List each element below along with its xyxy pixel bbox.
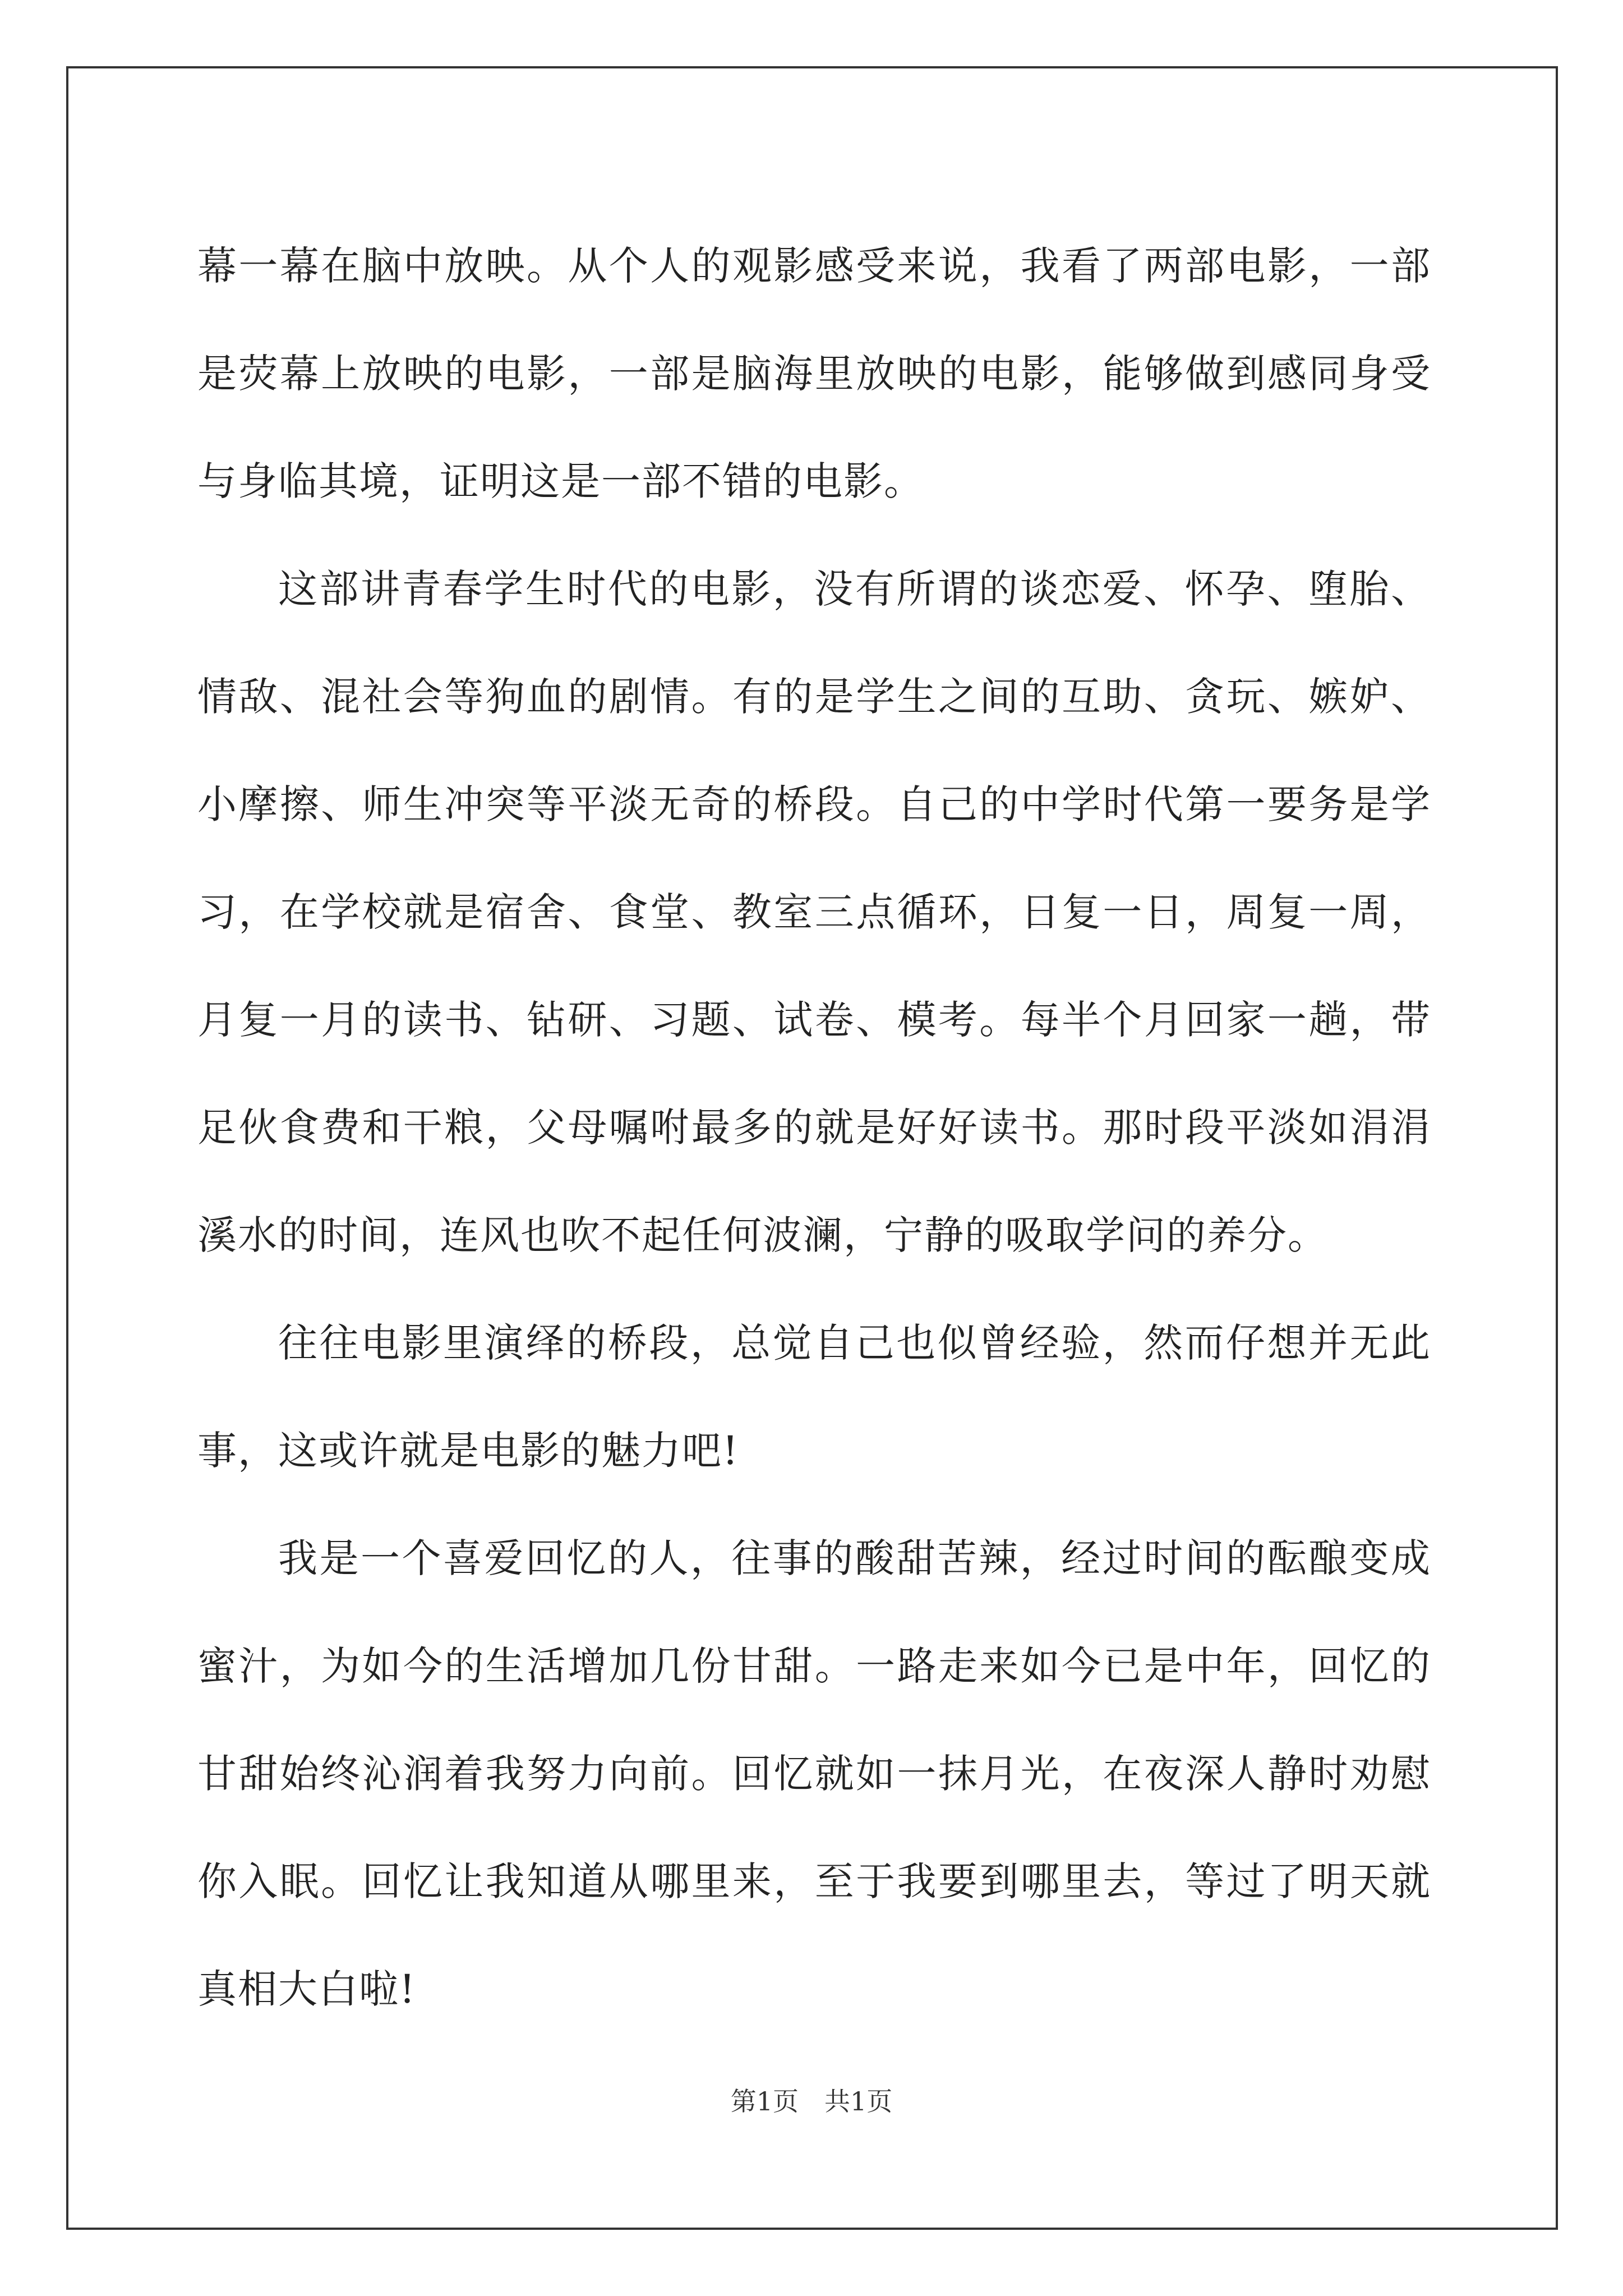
page-number-footer: 第1页 共1页 [730,2086,893,2116]
paragraph-2: 这部讲青春学生时代的电影，没有所谓的谈恋爱、怀孕、堕胎、情敌、混社会等狗血的剧情。有的是学生之间的互助、贪玩、嫉妒、小摩擦、师生冲突等平淡无奇的桥段。自己的中学时代第一要务是学习，在学校就是宿舍、食堂、教室三点循环，日复一日，周复一周，月复一月的读书、钻研、习题、试卷、模考。每半个月回家一趟，带足伙食费和干粮，父母嘱咐最多的就是好好读书。那时段平淡如涓涓溪水的时间，连风也吹不起任何波澜，宁静的吸取学问的养分。 [197,566,1431,1258]
document-body [197,212,1431,2043]
paragraph-1: 幕一幕在脑中放映。从个人的观影感受来说，我看了两部电影，一部是荧幕上放映的电影，一部是脑海里放映的电影，能够做到感同身受与身临其境，证明这是一部不错的电影。 [197,243,1431,504]
paragraph-4: 我是一个喜爱回忆的人，往事的酸甜苦辣，经过时间的酝酿变成蜜汁，为如今的生活增加几份甘甜。一路走来如今已是中年，回忆的甘甜始终沁润着我努力向前。回忆就如一抹月光，在夜深人静时劝慰你入眠。回忆让我知道从哪里来，至于我要到哪里去，等过了明天就真相大白啦! [197,1535,1431,2012]
paragraph-3: 往往电影里演绎的桥段，总觉自己也似曾经验，然而仔想并无此事，这或许就是电影的魅力吧! [197,1320,1431,1474]
